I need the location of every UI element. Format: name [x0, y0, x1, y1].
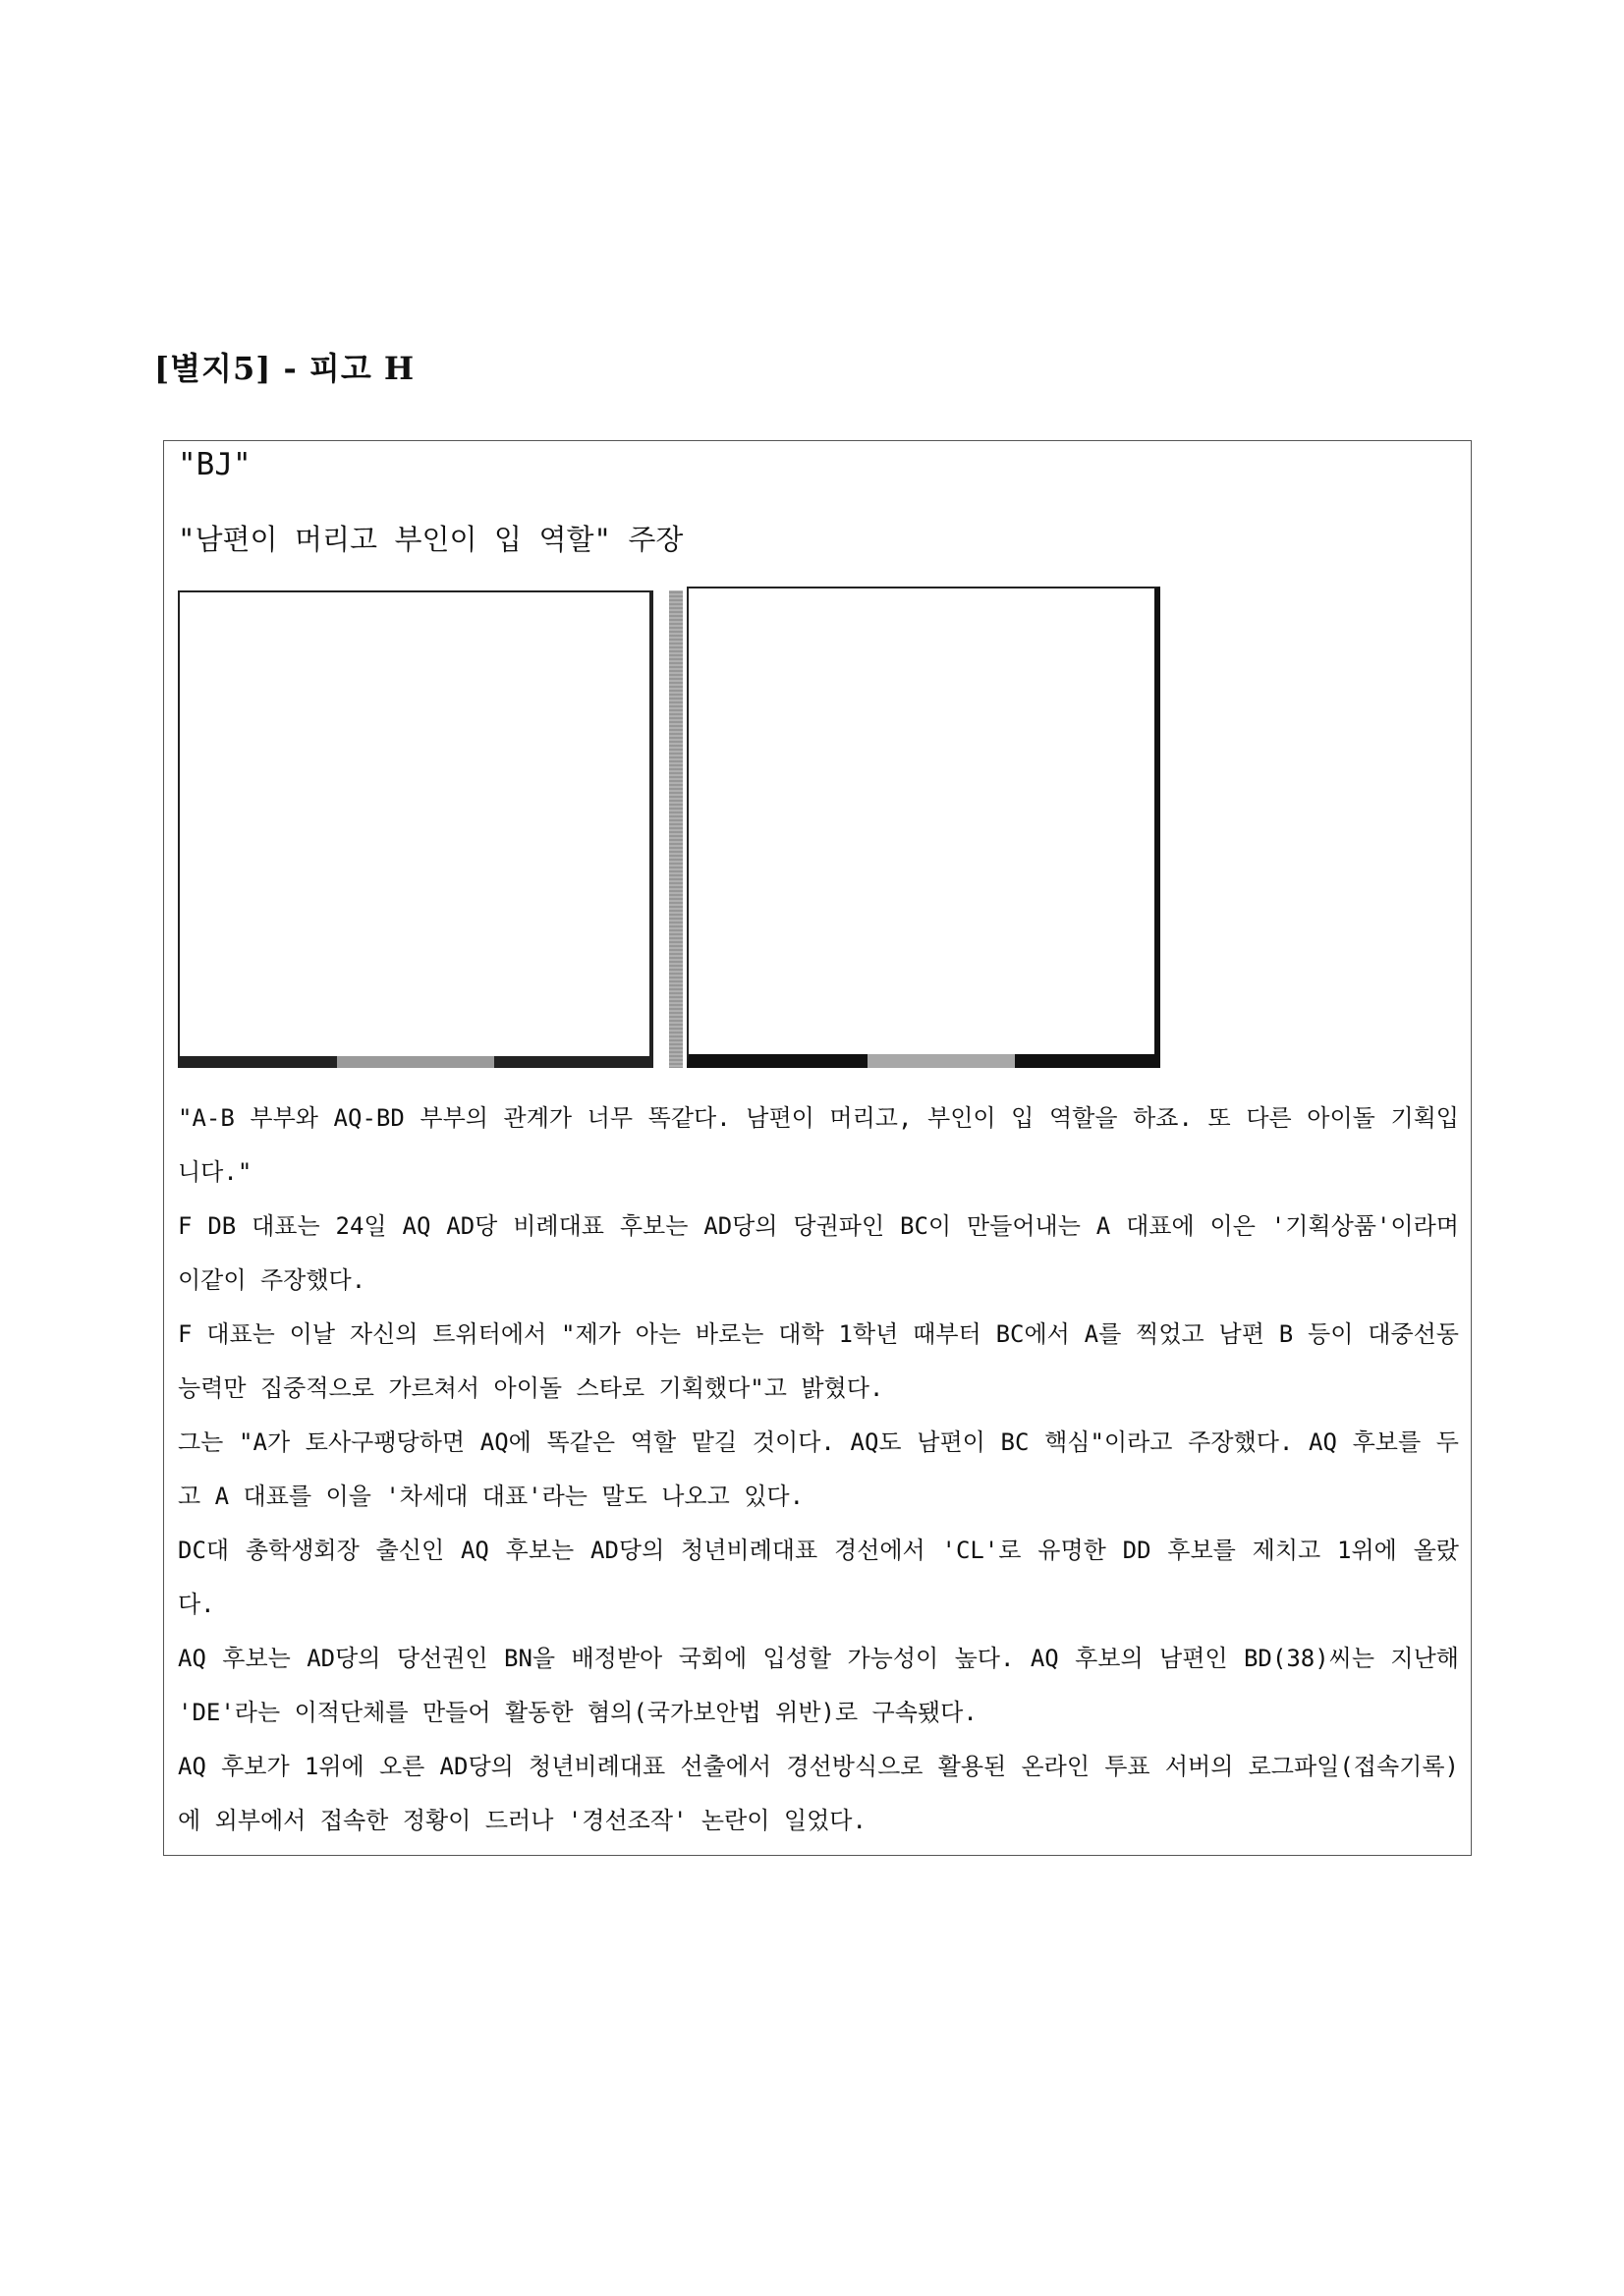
photo-right-base [868, 1054, 1015, 1068]
article-body [178, 1092, 1459, 1848]
article-paragraph: F DB 대표는 24일 AQ AD당 비례대표 후보는 AD당의 당권파인 BC이 만들어내는 A 대표에 이은 '기획상품'이라며 이같이 주장했다. [178, 1212, 1459, 1294]
article-paragraph: AQ 후보는 AD당의 당선권인 BN을 배정받아 국회에 입성할 가능성이 높다. AQ 후보의 남편인 BD(38)씨는 지난해 'DE'라는 이적단체를 만들어 활동한 혐의(국가보안법 위반)로 구속됐다. [178, 1645, 1459, 1726]
article-headline: "BJ" [178, 447, 252, 482]
article-subheadline: "남편이 머리고 부인이 입 역할" 주장 [178, 523, 684, 556]
article-paragraph: "A-B 부부와 AQ-BD 부부의 관계가 너무 똑같다. 남편이 머리고, 부인이 입 역할을 하죠. 또 다른 아이돌 기획입니다." [178, 1104, 1459, 1186]
photo-divider [669, 590, 683, 1068]
article-box [163, 440, 1472, 1856]
article-paragraph: F 대표는 이날 자신의 트위터에서 "제가 아는 바로는 대학 1학년 때부터 BC에서 A를 찍었고 남편 B 등이 대중선동 능력만 집중적으로 가르쳐서 아이돌 스타로 기획했다"고 밝혔다. [178, 1320, 1459, 1402]
article-paragraph: 그는 "A가 토사구팽당하면 AQ에 똑같은 역할 맡길 것이다. AQ도 남편이 BC 핵심"이라고 주장했다. AQ 후보를 두고 A 대표를 이을 '차세대 대표'라는 말도 나오고 있다. [178, 1428, 1459, 1510]
photo-left [178, 590, 653, 1068]
photo-left-base [337, 1056, 494, 1068]
article-paragraph: AQ 후보가 1위에 오른 AD당의 청년비례대표 선출에서 경선방식으로 활용된 온라인 투표 서버의 로그파일(접속기록)에 외부에서 접속한 정황이 드러나 '경선조작' 논란이 일었다. [178, 1753, 1459, 1834]
attachment-title: [별지5] - 피고 H [154, 350, 416, 387]
article-paragraph: DC대 총학생회장 출신인 AQ 후보는 AD당의 청년비례대표 경선에서 'CL'로 유명한 DD 후보를 제치고 1위에 올랐다. [178, 1537, 1459, 1618]
photo-right [687, 587, 1160, 1068]
